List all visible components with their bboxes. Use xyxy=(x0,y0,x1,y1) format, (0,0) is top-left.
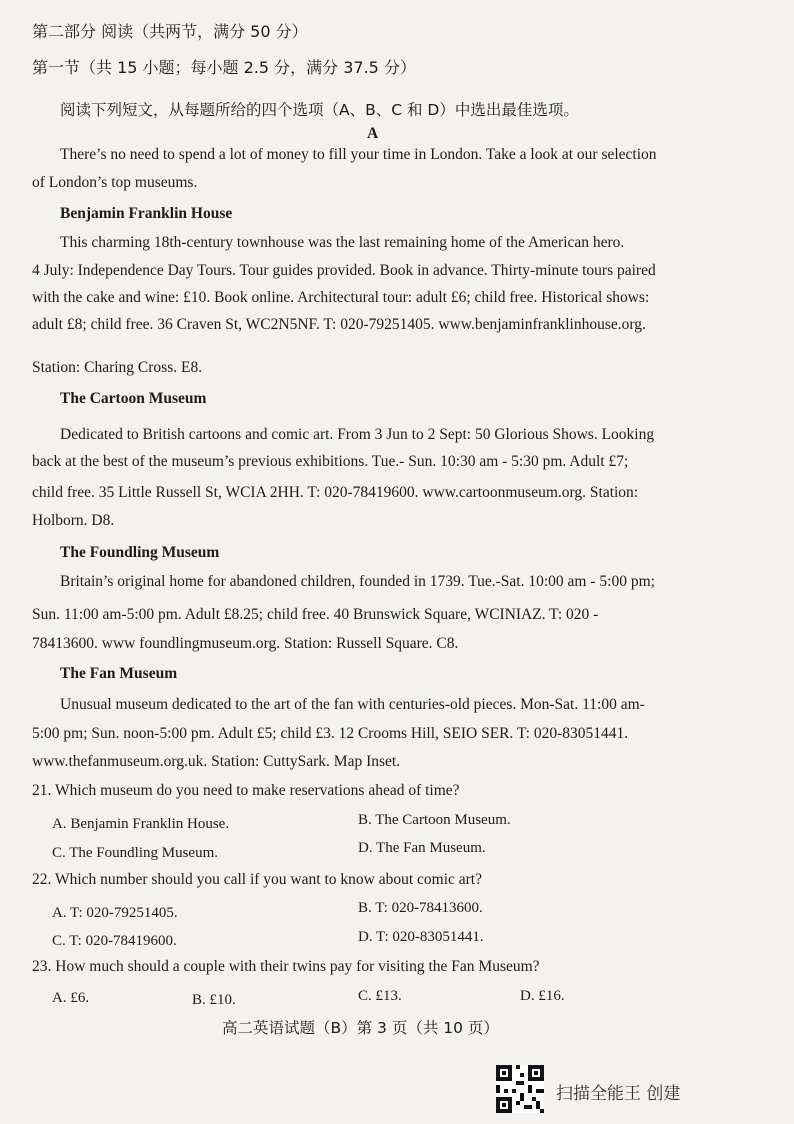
option-a: A. Benjamin Franklin House. xyxy=(52,816,230,832)
instruction-text: 阅读下列短文，从每题所给的四个选项（A、B、C 和 D）中选出最佳选项。 xyxy=(60,101,579,119)
option-d: D. The Fan Museum. xyxy=(358,840,486,856)
museum-line: Dedicated to British cartoons and comic art. From 3 Jun to 2 Sept: 50 Glorious Shows. Looking xyxy=(60,426,655,443)
option-d: D. T: 020-83051441. xyxy=(358,929,484,945)
option-c: C. £13. xyxy=(358,988,402,1004)
part-heading: 第二部分 阅读（共两节，满分 50 分） xyxy=(32,22,308,41)
museum-line: 78413600. www foundlingmuseum.org. Station: Russell Square. C8. xyxy=(32,635,459,652)
qr-code-icon xyxy=(496,1065,544,1113)
museum-line: This charming 18th-century townhouse was the last remaining home of the American hero. xyxy=(60,234,625,251)
option-d: D. £16. xyxy=(520,988,565,1004)
intro-line: of London’s top museums. xyxy=(32,174,198,191)
option-b: B. The Cartoon Museum. xyxy=(358,812,511,828)
museum-line: Britain’s original home for abandoned children, founded in 1739. Tue.-Sat. 10:00 am - 5:00 pm; xyxy=(60,573,655,590)
museum-line: 4 July: Independence Day Tours. Tour guides provided. Book in advance. Thirty-minute tours paired xyxy=(32,262,656,279)
scanner-watermark-text: 扫描全能王 创建 xyxy=(556,1084,681,1104)
intro-line: There’s no need to spend a lot of money to fill your time in London. Take a look at our selection xyxy=(60,146,657,163)
museum-line: www.thefanmuseum.org.uk. Station: CuttySark. Map Inset. xyxy=(32,753,401,770)
page-footer: 高二英语试题（B）第 3 页（共 10 页） xyxy=(222,1019,499,1037)
option-a: A. T: 020-79251405. xyxy=(52,905,178,921)
museum-line: Unusual museum dedicated to the art of the fan with centuries-old pieces. Mon-Sat. 11:00 am- xyxy=(60,696,645,713)
museum-line: 5:00 pm; Sun. noon-5:00 pm. Adult £5; child £3. 12 Crooms Hill, SEIO SER. T: 020-83051441. xyxy=(32,725,629,742)
museum-line: adult £8; child free. 36 Craven St, WC2N5NF. T: 020-79251405. www.benjaminfranklinhouse.org. xyxy=(32,316,646,333)
passage-letter: A xyxy=(367,125,379,142)
museum-line: Holborn. D8. xyxy=(32,512,115,529)
option-c: C. The Foundling Museum. xyxy=(52,845,218,861)
museum-line: Station: Charing Cross. E8. xyxy=(32,359,203,376)
option-a: A. £6. xyxy=(52,990,90,1006)
museum-line: Sun. 11:00 am-5:00 pm. Adult £8.25; child free. 40 Brunswick Square, WCINIAZ. T: 020 - xyxy=(32,606,599,623)
museum-title: The Cartoon Museum xyxy=(60,390,207,407)
museum-line: back at the best of the museum’s previous exhibitions. Tue.- Sun. 10:30 am - 5:30 pm. Adult £7; xyxy=(32,453,629,470)
question-stem: 23. How much should a couple with their twins pay for visiting the Fan Museum? xyxy=(32,958,540,975)
option-b: B. £10. xyxy=(192,992,236,1008)
section-heading: 第一节（共 15 小题；每小题 2.5 分，满分 37.5 分） xyxy=(32,58,416,77)
museum-title: Benjamin Franklin House xyxy=(60,205,233,222)
question-stem: 22. Which number should you call if you want to know about comic art? xyxy=(32,871,482,888)
option-c: C. T: 020-78419600. xyxy=(52,933,177,949)
option-b: B. T: 020-78413600. xyxy=(358,900,483,916)
museum-line: child free. 35 Little Russell St, WCIA 2HH. T: 020-78419600. www.cartoonmuseum.org. Station: xyxy=(32,484,639,501)
museum-title: The Fan Museum xyxy=(60,665,178,682)
question-stem: 21. Which museum do you need to make reservations ahead of time? xyxy=(32,782,460,799)
museum-line: with the cake and wine: £10. Book online. Architectural tour: adult £6; child free. Historical shows: xyxy=(32,289,650,306)
museum-title: The Foundling Museum xyxy=(60,544,220,561)
